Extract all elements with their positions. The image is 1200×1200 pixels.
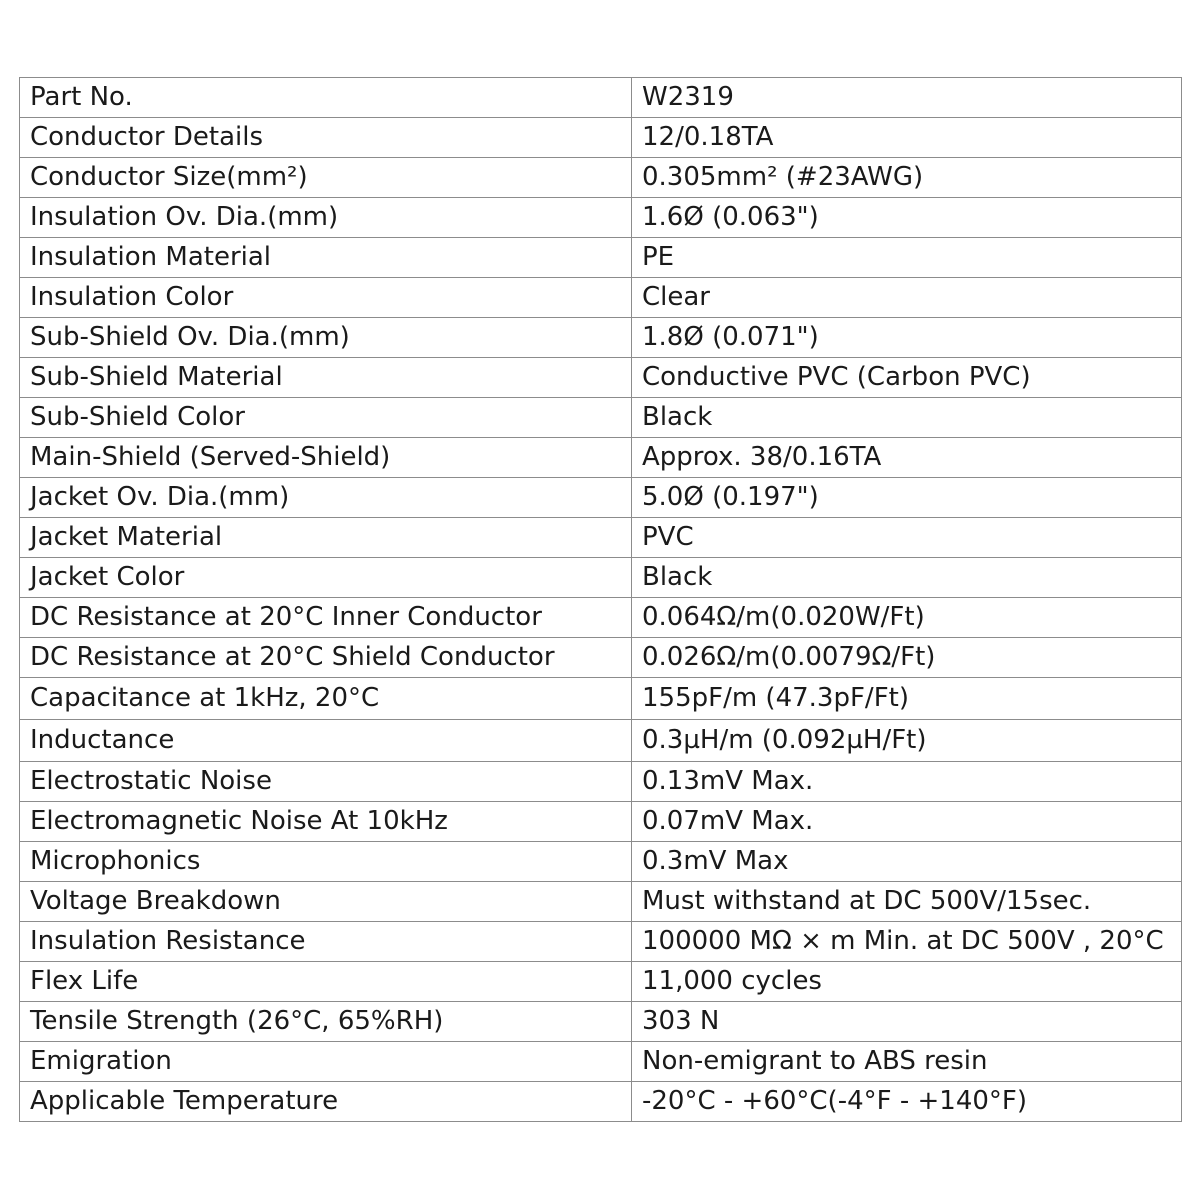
spec-value: PE [632, 238, 1182, 278]
spec-row [20, 198, 1182, 238]
spec-value: 0.3µH/m (0.092µH/Ft) [632, 720, 1182, 762]
spec-row [20, 438, 1182, 478]
spec-value: Black [632, 558, 1182, 598]
spec-label: Microphonics [20, 842, 632, 882]
spec-label: Jacket Ov. Dia.(mm) [20, 478, 632, 518]
spec-value: 11,000 cycles [632, 962, 1182, 1002]
spec-label: Tensile Strength (26°C, 65%RH) [20, 1002, 632, 1042]
spec-value: 0.07mV Max. [632, 802, 1182, 842]
spec-value: 0.026Ω/m(0.0079Ω/Ft) [632, 638, 1182, 678]
spec-label: Insulation Color [20, 278, 632, 318]
spec-label: Sub-Shield Ov. Dia.(mm) [20, 318, 632, 358]
spec-value: Black [632, 398, 1182, 438]
spec-value: Conductive PVC (Carbon PVC) [632, 358, 1182, 398]
spec-label: DC Resistance at 20°C Inner Conductor [20, 598, 632, 638]
spec-table [19, 77, 1182, 1122]
spec-value: 0.3mV Max [632, 842, 1182, 882]
spec-row [20, 318, 1182, 358]
spec-label: Electrostatic Noise [20, 762, 632, 802]
spec-row [20, 358, 1182, 398]
spec-label: DC Resistance at 20°C Shield Conductor [20, 638, 632, 678]
spec-label: Voltage Breakdown [20, 882, 632, 922]
spec-row [20, 78, 1182, 118]
spec-row [20, 1042, 1182, 1082]
spec-row [20, 1002, 1182, 1042]
spec-row [20, 720, 1182, 762]
spec-row [20, 762, 1182, 802]
spec-row [20, 598, 1182, 638]
spec-value: 1.6Ø (0.063") [632, 198, 1182, 238]
spec-label: Emigration [20, 1042, 632, 1082]
spec-label: Sub-Shield Material [20, 358, 632, 398]
spec-label: Insulation Material [20, 238, 632, 278]
spec-label: Applicable Temperature [20, 1082, 632, 1122]
spec-row [20, 638, 1182, 678]
spec-label: Sub-Shield Color [20, 398, 632, 438]
spec-label: Insulation Ov. Dia.(mm) [20, 198, 632, 238]
spec-label: Jacket Material [20, 518, 632, 558]
spec-label: Electromagnetic Noise At 10kHz [20, 802, 632, 842]
spec-value: 12/0.18TA [632, 118, 1182, 158]
spec-value: Non-emigrant to ABS resin [632, 1042, 1182, 1082]
spec-row [20, 238, 1182, 278]
spec-value: 155pF/m (47.3pF/Ft) [632, 678, 1182, 720]
spec-row [20, 882, 1182, 922]
spec-label: Conductor Size(mm²) [20, 158, 632, 198]
spec-row [20, 962, 1182, 1002]
spec-row [20, 802, 1182, 842]
spec-label: Capacitance at 1kHz, 20°C [20, 678, 632, 720]
spec-value: -20°C - +60°C(-4°F - +140°F) [632, 1082, 1182, 1122]
spec-table-body [20, 78, 1182, 1122]
spec-label: Conductor Details [20, 118, 632, 158]
spec-label: Flex Life [20, 962, 632, 1002]
spec-row [20, 278, 1182, 318]
spec-value: PVC [632, 518, 1182, 558]
spec-row [20, 118, 1182, 158]
spec-value: 0.13mV Max. [632, 762, 1182, 802]
spec-row [20, 558, 1182, 598]
spec-value: Clear [632, 278, 1182, 318]
spec-row [20, 398, 1182, 438]
spec-row [20, 1082, 1182, 1122]
spec-label: Insulation Resistance [20, 922, 632, 962]
spec-label: Main-Shield (Served-Shield) [20, 438, 632, 478]
spec-value: 303 N [632, 1002, 1182, 1042]
spec-value: Approx. 38/0.16TA [632, 438, 1182, 478]
spec-value: 100000 MΩ × m Min. at DC 500V , 20°C [632, 922, 1182, 962]
spec-value: W2319 [632, 78, 1182, 118]
spec-value: 0.305mm² (#23AWG) [632, 158, 1182, 198]
spec-label: Inductance [20, 720, 632, 762]
spec-row [20, 842, 1182, 882]
spec-value: Must withstand at DC 500V/15sec. [632, 882, 1182, 922]
spec-row [20, 922, 1182, 962]
spec-label: Part No. [20, 78, 632, 118]
spec-value: 5.0Ø (0.197") [632, 478, 1182, 518]
spec-row [20, 678, 1182, 720]
spec-row [20, 478, 1182, 518]
spec-label: Jacket Color [20, 558, 632, 598]
spec-value: 1.8Ø (0.071") [632, 318, 1182, 358]
spec-row [20, 158, 1182, 198]
spec-row [20, 518, 1182, 558]
spec-value: 0.064Ω/m(0.020W/Ft) [632, 598, 1182, 638]
